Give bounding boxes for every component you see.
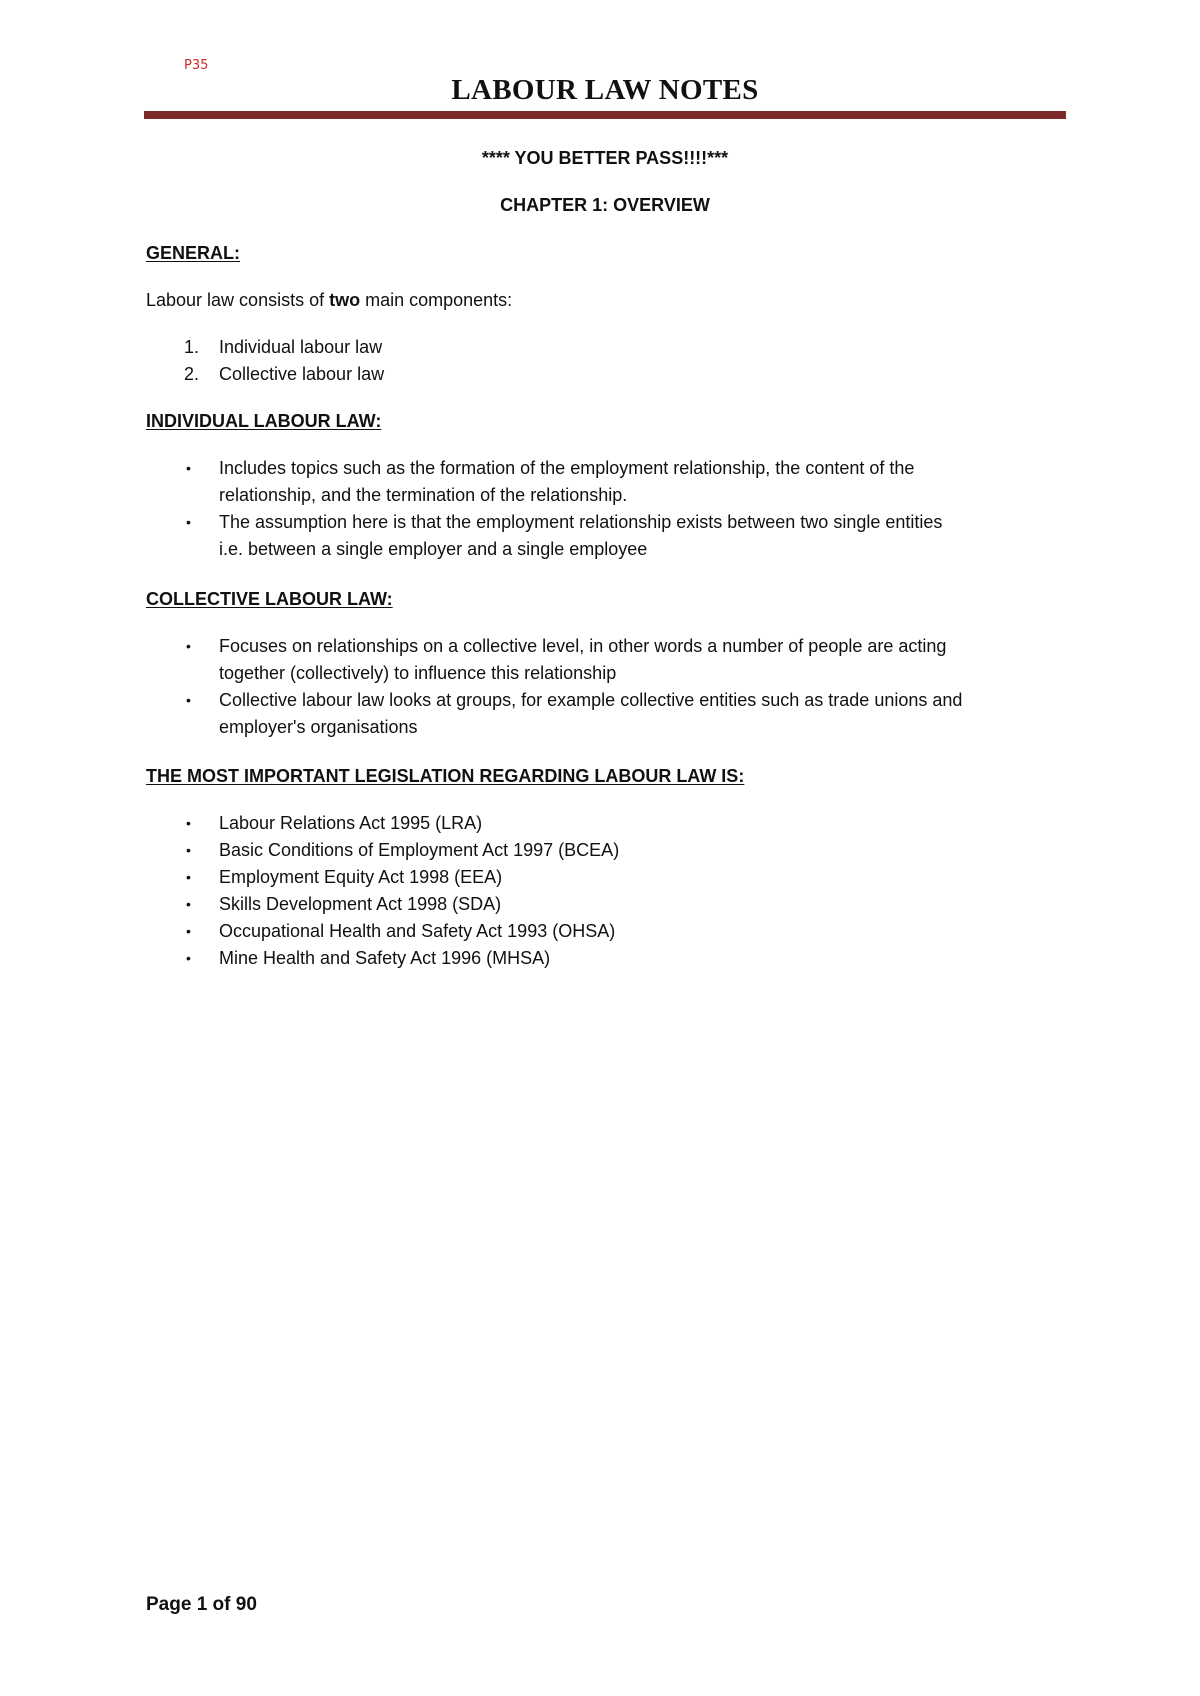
list-item-line: together (collectively) to influence this relationship: [219, 663, 617, 683]
general-heading: GENERAL:: [146, 243, 240, 263]
individual-list: [146, 455, 1066, 563]
intro-text-end: main components:: [360, 290, 513, 310]
page-number: Page 1 of 90: [146, 1594, 257, 1615]
list-number: 2.: [184, 364, 200, 384]
list-item: [146, 891, 1066, 918]
intro-text-start: Labour law consists of: [146, 290, 330, 310]
list-item: [146, 810, 1066, 837]
bullet-icon: •: [186, 460, 191, 476]
list-item-text: Employment Equity Act 1998 (EEA): [219, 867, 503, 887]
general-intro: [146, 290, 512, 311]
bullet-icon: •: [186, 896, 191, 912]
list-item-line: The assumption here is that the employment relationship exists between two single entities: [219, 512, 943, 532]
list-item-line: Collective labour law looks at groups, for example collective entities such as trade unions and: [219, 690, 963, 710]
individual-heading: INDIVIDUAL LABOUR LAW:: [146, 411, 382, 431]
list-item: [146, 361, 1066, 388]
list-item: [146, 687, 1066, 741]
list-item-text: Mine Health and Safety Act 1996 (MHSA): [219, 948, 551, 968]
list-item-text: Collective labour law: [219, 364, 385, 384]
legislation-heading: THE MOST IMPORTANT LEGISLATION REGARDING LABOUR LAW IS:: [146, 766, 745, 786]
bullet-icon: •: [186, 514, 191, 530]
list-item: [146, 334, 1066, 361]
bullet-icon: •: [186, 950, 191, 966]
list-item-text: Basic Conditions of Employment Act 1997 (BCEA): [219, 840, 620, 860]
list-number: 1.: [184, 337, 200, 357]
chapter-title: CHAPTER 1: OVERVIEW: [500, 195, 710, 215]
list-item: [146, 837, 1066, 864]
banner-text: **** YOU BETTER PASS!!!!***: [481, 148, 729, 168]
collective-heading: COLLECTIVE LABOUR LAW:: [146, 589, 393, 609]
list-item: [146, 864, 1066, 891]
list-item-line: Includes topics such as the formation of the employment relationship, the content of the: [219, 458, 915, 478]
collective-list: [146, 633, 1066, 741]
list-item-text: Skills Development Act 1998 (SDA): [219, 894, 502, 914]
list-item: [146, 945, 1066, 972]
list-item-line: i.e. between a single employer and a single employee: [219, 539, 648, 559]
list-item: [146, 918, 1066, 945]
title-divider: [144, 111, 1066, 119]
bullet-icon: •: [186, 842, 191, 858]
intro-text-bold: two: [329, 290, 361, 310]
list-item-line: employer's organisations: [219, 717, 418, 737]
list-item-line: Focuses on relationships on a collective level, in other words a number of people are acting: [219, 636, 947, 656]
page-tag: P35: [184, 58, 209, 73]
bullet-icon: •: [186, 923, 191, 939]
list-item-line: relationship, and the termination of the relationship.: [219, 485, 628, 505]
list-item: [146, 509, 1066, 563]
list-item-text: Occupational Health and Safety Act 1993 (OHSA): [219, 921, 616, 941]
list-item-text: Individual labour law: [219, 337, 383, 357]
bullet-icon: •: [186, 869, 191, 885]
list-item: [146, 633, 1066, 687]
components-list: [146, 334, 1066, 388]
bullet-icon: •: [186, 692, 191, 708]
legislation-list: [146, 810, 1066, 972]
list-item-text: Labour Relations Act 1995 (LRA): [219, 813, 483, 833]
bullet-icon: •: [186, 638, 191, 654]
document-title: LABOUR LAW NOTES: [451, 74, 759, 106]
bullet-icon: •: [186, 815, 191, 831]
list-item: [146, 455, 1066, 509]
